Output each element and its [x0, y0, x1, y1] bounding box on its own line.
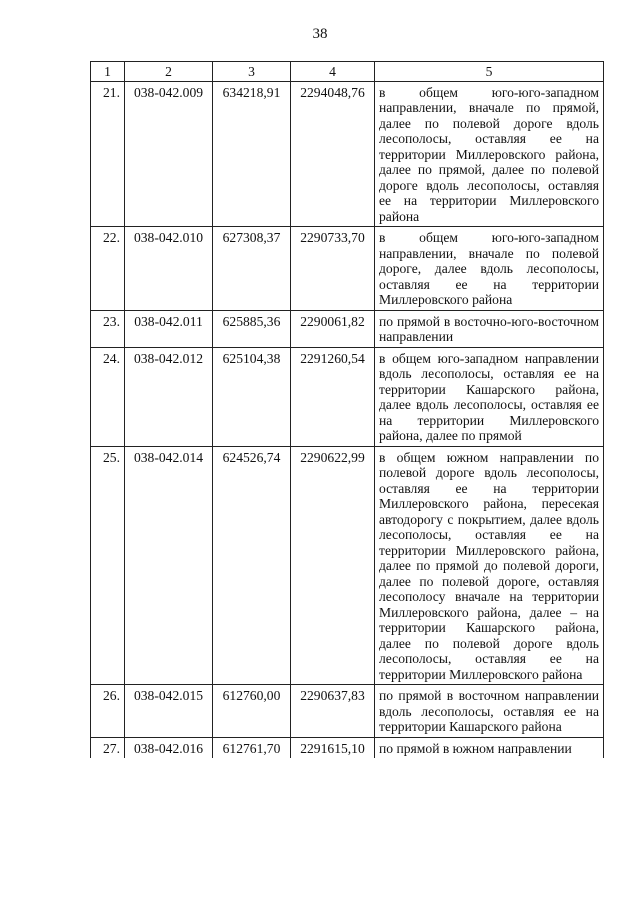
- row-number: 23.: [91, 310, 125, 347]
- row-number: 25.: [91, 446, 125, 685]
- boundary-description: в общем юго-юго-западном направлении, вначале по прямой, далее по полевой дороге вдоль лесополосы, оставляя ее на территории Миллеровского района, далее по прямой, далее по полевой дороге вдоль лесополосы, оставляя ее на территории Миллеровского района: [375, 81, 604, 227]
- coordinate-y: 2290061,82: [291, 310, 375, 347]
- coordinate-x: 624526,74: [213, 446, 291, 685]
- table-row: [91, 347, 604, 446]
- coordinate-y: 2290622,99: [291, 446, 375, 685]
- coordinate-x: 612760,00: [213, 685, 291, 738]
- coordinate-y: 2291615,10: [291, 737, 375, 758]
- row-number: 27.: [91, 737, 125, 758]
- row-number: 24.: [91, 347, 125, 446]
- table-header-row: [91, 62, 604, 82]
- boundary-description: по прямой в южном направлении: [375, 737, 604, 758]
- boundary-description: в общем юго-западном направлении вдоль лесополосы, оставляя ее на территории Кашарского района, далее вдоль лесополосы, оставляя ее на территории Миллеровского района, далее по прямой: [375, 347, 604, 446]
- boundary-description: по прямой в восточно-юго-восточном направлении: [375, 310, 604, 347]
- boundary-description: в общем юго-юго-западном направлении, вначале по полевой дороге, далее вдоль лесополосы, оставляя ее на территории Миллеровского района: [375, 227, 604, 311]
- point-code: 038-042.014: [125, 446, 213, 685]
- coordinate-y: 2290733,70: [291, 227, 375, 311]
- boundary-description: в общем южном направлении по полевой дороге вдоль лесополосы, оставляя ее на территории Миллеровского района, пересекая автодорогу с покрытием, далее вдоль лесополосы, оставляя ее на территории Миллеровского района, далее по прямой до полевой дороги, далее по полевой дороге, оставляя лесополосу вначале на территории Миллеровского района, далее – на территории Кашарского района, далее по полевой дороге вдоль лесополосы, оставляя ее на территории Миллеровского района: [375, 446, 604, 685]
- table-row: [91, 685, 604, 738]
- coordinate-x: 634218,91: [213, 81, 291, 227]
- table-row: [91, 227, 604, 311]
- table-row: [91, 310, 604, 347]
- coordinate-x: 625104,38: [213, 347, 291, 446]
- column-header: 3: [213, 62, 291, 82]
- table-row: [91, 81, 604, 227]
- row-number: 21.: [91, 81, 125, 227]
- column-header: 1: [91, 62, 125, 82]
- table-row: [91, 446, 604, 685]
- column-header: 4: [291, 62, 375, 82]
- point-code: 038-042.012: [125, 347, 213, 446]
- row-number: 26.: [91, 685, 125, 738]
- coordinate-x: 627308,37: [213, 227, 291, 311]
- table-row: [91, 737, 604, 758]
- point-code: 038-042.015: [125, 685, 213, 738]
- page-number: 38: [312, 26, 328, 42]
- column-header: 2: [125, 62, 213, 82]
- row-number: 22.: [91, 227, 125, 311]
- coordinate-y: 2290637,83: [291, 685, 375, 738]
- coordinate-y: 2291260,54: [291, 347, 375, 446]
- point-code: 038-042.016: [125, 737, 213, 758]
- coordinate-y: 2294048,76: [291, 81, 375, 227]
- column-header: 5: [375, 62, 604, 82]
- boundary-coordinates-table: [90, 61, 604, 758]
- boundary-description: по прямой в восточном направлении вдоль лесополосы, оставляя ее на территории Кашарского района: [375, 685, 604, 738]
- point-code: 038-042.009: [125, 81, 213, 227]
- coordinate-x: 625885,36: [213, 310, 291, 347]
- point-code: 038-042.011: [125, 310, 213, 347]
- point-code: 038-042.010: [125, 227, 213, 311]
- coordinate-x: 612761,70: [213, 737, 291, 758]
